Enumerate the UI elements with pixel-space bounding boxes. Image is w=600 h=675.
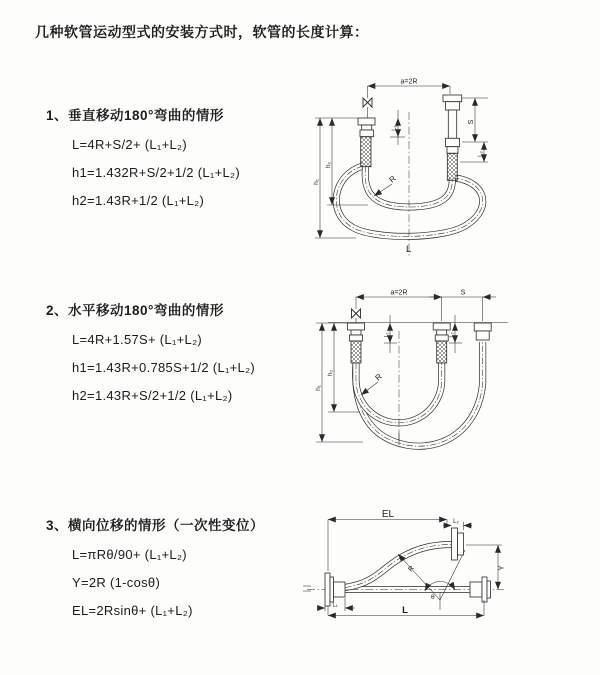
dimension-el: [328, 509, 447, 574]
dim-label-h1: h₁: [315, 385, 322, 391]
dim-label-a2r: a=2R: [400, 78, 418, 86]
radius-label: R: [387, 173, 398, 185]
radius-leader: [361, 372, 384, 395]
dim-label-s: S: [460, 289, 466, 297]
dim-label-l1: L₁: [384, 332, 390, 338]
dim-label-h2: h₂: [327, 369, 334, 377]
section-1-formula-h1: h1=1.432R+S/2+1/2 (L₁+L₂): [72, 165, 240, 180]
section-3-heading: 3、横向位移的情形（一次性变位）: [46, 518, 265, 533]
left-fitting: [358, 118, 375, 167]
dim-label-l1: L₁: [392, 125, 398, 131]
dim-label-l1: L₁: [332, 602, 338, 609]
section-2-formula-L: L=4R+1.57S+ (L₁+L₂): [72, 332, 203, 347]
dimension-l1: [384, 315, 397, 353]
dim-label-l2: L₂: [453, 519, 459, 525]
dim-label-h2: h₂: [325, 161, 332, 169]
section-2-formula-h1: h1=1.43R+0.785S+1/2 (L₁+L₂): [72, 360, 256, 375]
middle-fitting: [433, 323, 450, 363]
right-fitting: [443, 95, 462, 180]
dimension-l2: [478, 142, 484, 162]
lower-right-flange: [470, 577, 491, 602]
dim-label-y: Y: [496, 565, 506, 571]
theta-label: θ: [431, 594, 435, 601]
hose-extended-position: [336, 166, 482, 236]
section-2-heading: 2、水平移动180°弯曲的情形: [46, 303, 224, 318]
dimension-a2r: [356, 290, 442, 322]
centerline-mark: [303, 586, 311, 591]
dimension-l1: [317, 598, 355, 611]
radius-leader: [374, 174, 398, 196]
valve-icon: [352, 297, 361, 323]
dimension-a2r: [368, 79, 451, 95]
dim-label-l: L: [402, 605, 408, 616]
dim-label-a2r: a=2R: [390, 289, 408, 297]
diagram-lateral-displacement: [298, 500, 600, 665]
left-fitting: [348, 323, 365, 363]
section-3-formula-Y: Y=2R (1-cosθ): [72, 575, 161, 590]
left-flange: [325, 573, 345, 606]
dimension-h1: [313, 118, 358, 238]
dim-label-h1: h₁: [313, 179, 320, 185]
diagram-vertical-180-bend: [310, 70, 600, 265]
right-fitting: [474, 323, 491, 340]
section-3-formula-L: L=πRθ/90+ (L₁+L₂): [72, 547, 187, 562]
dim-label-el: EL: [381, 509, 395, 520]
length-label: L: [406, 244, 412, 255]
top-right-flange: [452, 528, 464, 560]
radius-label: R: [407, 564, 416, 574]
valve-icon: [363, 86, 372, 118]
hose-displaced-position: [345, 545, 452, 588]
section-3-formula-EL: EL=2Rsinθ+ (L₁+L₂): [72, 603, 193, 618]
dimension-l2: [449, 315, 462, 353]
radius-label: R: [373, 371, 384, 383]
dim-label-l2: L₂: [449, 332, 455, 338]
dim-label-s: S: [468, 119, 475, 125]
section-2-formula-h2: h2=1.43R+S/2+1/2 (L₁+L₂): [72, 388, 233, 403]
section-1-formula-L: L=4R+S/2+ (L₁+L₂): [72, 137, 187, 152]
dimension-s: [429, 290, 496, 322]
diagram-horizontal-180-bend: [308, 285, 600, 465]
dimension-l1: [390, 110, 405, 145]
section-1-heading: 1、垂直移动180°弯曲的情形: [46, 108, 224, 123]
dim-label-l2: L₂: [478, 151, 484, 157]
hose-swept-position: [356, 342, 483, 446]
page-title: 几种软管运动型式的安装方式时，软管的长度计算：: [35, 24, 369, 40]
section-1-formula-h2: h2=1.43R+1/2 (L₁+L₂): [72, 193, 205, 208]
